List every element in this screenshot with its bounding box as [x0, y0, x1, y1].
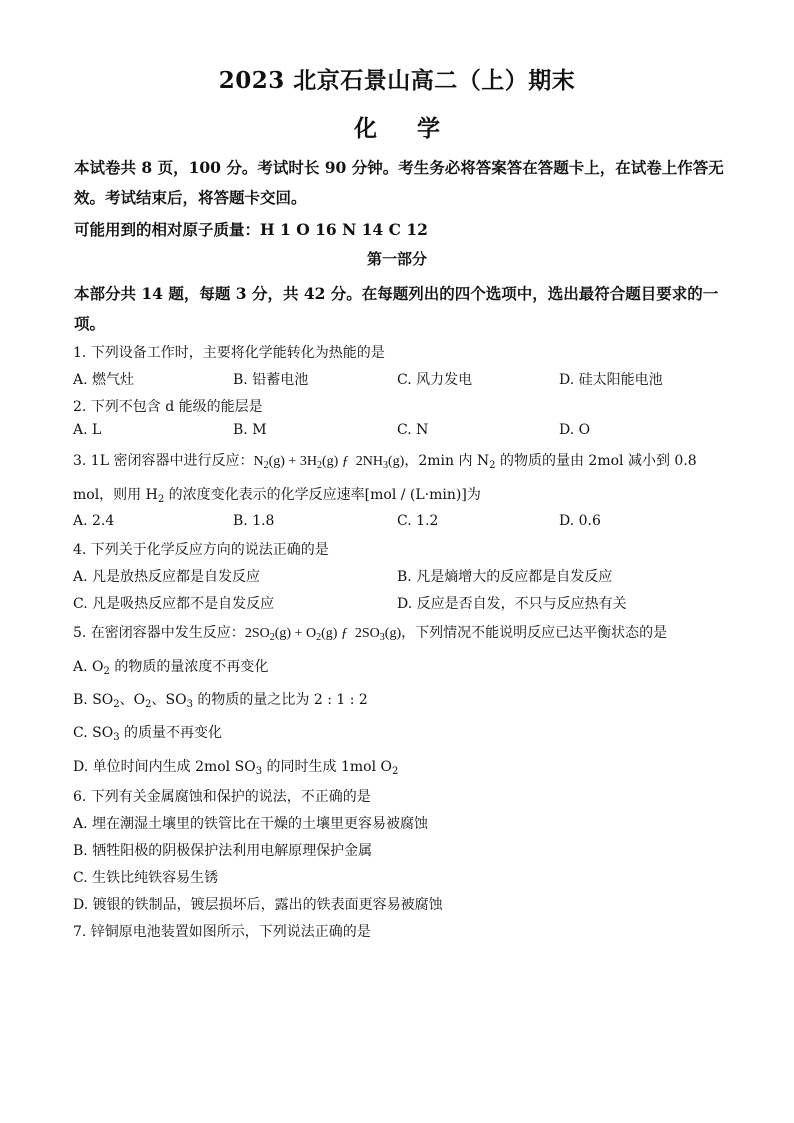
- section-desc-2: 项。: [74, 314, 106, 333]
- question-1-stem: 1. 下列设备工作时，主要将化学能转化为热能的是: [73, 345, 385, 361]
- question-6-stem: 6. 下列有关金属腐蚀和保护的说法，不正确的是: [73, 789, 371, 805]
- atomic-mass-line: 可能用到的相对原子质量：H 1 O 16 N 14 C 12: [74, 220, 428, 239]
- question-7-stem: 7. 锌铜原电池装置如图所示，下列说法正确的是: [73, 924, 371, 940]
- question-3-stem-line-1: 3. 1L 密闭容器中进行反应：$N_2(g) + 3H_2(g)$ ƒ $2NH_3(g)$，2min 内 $N_2$ 的物质的量由 2mol 减小到 0.8: [73, 453, 697, 471]
- question-3-stem-line-2: mol，则用 $H_2$ 的浓度变化表示的化学反应速率[mol / (L·min)]为: [73, 487, 481, 505]
- question-1-option-b: B. 铅蓄电池: [233, 372, 309, 388]
- question-3-option-d: D. 0.6: [559, 513, 601, 529]
- question-4-option-b: B. 凡是熵增大的反应都是自发反应: [397, 569, 613, 585]
- question-2-option-b: B. M: [233, 422, 267, 438]
- question-3-option-a: A. 2.4: [73, 513, 115, 529]
- question-5-stem: 5. 在密闭容器中发生反应：$2SO_2(g) + O_2(g)$ ƒ $2SO_3(g)$，下列情况不能说明反应已达平衡状态的是: [73, 625, 668, 643]
- reaction-equation: $N_2(g) + 3H_2(g)$ ƒ $2NH_3(g)$: [253, 454, 405, 471]
- question-2-option-d: D. O: [559, 422, 591, 438]
- question-6-option-c: C. 生铁比纯铁容易生锈: [73, 870, 219, 886]
- subject-title: 化学: [354, 115, 480, 142]
- question-4-option-d: D. 反应是否自发，不只与反应热有关: [397, 596, 627, 612]
- question-4-option-c: C. 凡是吸热反应都不是自发反应: [73, 596, 275, 612]
- question-2-option-a: A. L: [73, 422, 102, 438]
- question-2-option-c: C. N: [397, 422, 429, 438]
- intro-line-2: 效。考试结束后，将答题卡交回。: [74, 188, 307, 207]
- equilibrium-arrow-glyph: ƒ: [341, 454, 349, 469]
- question-6-option-b: B. 牺牲阳极的阴极保护法利用电解原理保护金属: [73, 843, 373, 859]
- section-desc-1: 本部分共 14 题，每题 3 分，共 42 分。在每题列出的四个选项中，选出最符合题目要求的一: [74, 284, 719, 303]
- question-5-option-d: D. 单位时间内生成 2mol $SO_3$ 的同时生成 1mol $O_2$: [73, 759, 399, 777]
- question-6-option-d: D. 镀银的铁制品，镀层损坏后，露出的铁表面更容易被腐蚀: [73, 897, 443, 913]
- question-1-option-c: C. 风力发电: [397, 372, 473, 388]
- equilibrium-arrow-glyph: ƒ: [340, 626, 348, 641]
- reaction-equation: $2SO_2(g) + O_2(g)$ ƒ $2SO_3(g)$: [244, 626, 402, 643]
- page-title: 2023 北京石景山高二（上）期末: [218, 67, 576, 94]
- question-1-option-a: A. 燃气灶: [73, 372, 135, 388]
- question-4-stem: 4. 下列关于化学反应方向的说法正确的是: [73, 542, 329, 558]
- question-4-option-a: A. 凡是放热反应都是自发反应: [73, 569, 261, 585]
- question-5-option-c: C. $SO_3$ 的质量不再变化: [73, 725, 223, 743]
- intro-line-1: 本试卷共 8 页，100 分。考试时长 90 分钟。考生务必将答案答在答题卡上，在试卷上作答无: [74, 158, 724, 177]
- question-1-option-d: D. 硅太阳能电池: [559, 372, 663, 388]
- question-3-option-b: B. 1.8: [233, 513, 275, 529]
- question-5-option-b: B. $SO_2$、$O_2$、$SO_3$ 的物质的量之比为 2 : 1 : 2: [73, 692, 368, 710]
- question-2-stem: 2. 下列不包含 d 能级的能层是: [73, 399, 263, 415]
- question-3-option-c: C. 1.2: [397, 513, 439, 529]
- question-5-option-a: A. $O_2$ 的物质的量浓度不再变化: [73, 659, 269, 677]
- question-6-option-a: A. 埋在潮湿土壤里的铁管比在干燥的土壤里更容易被腐蚀: [73, 816, 429, 832]
- section-title: 第一部分: [366, 250, 427, 268]
